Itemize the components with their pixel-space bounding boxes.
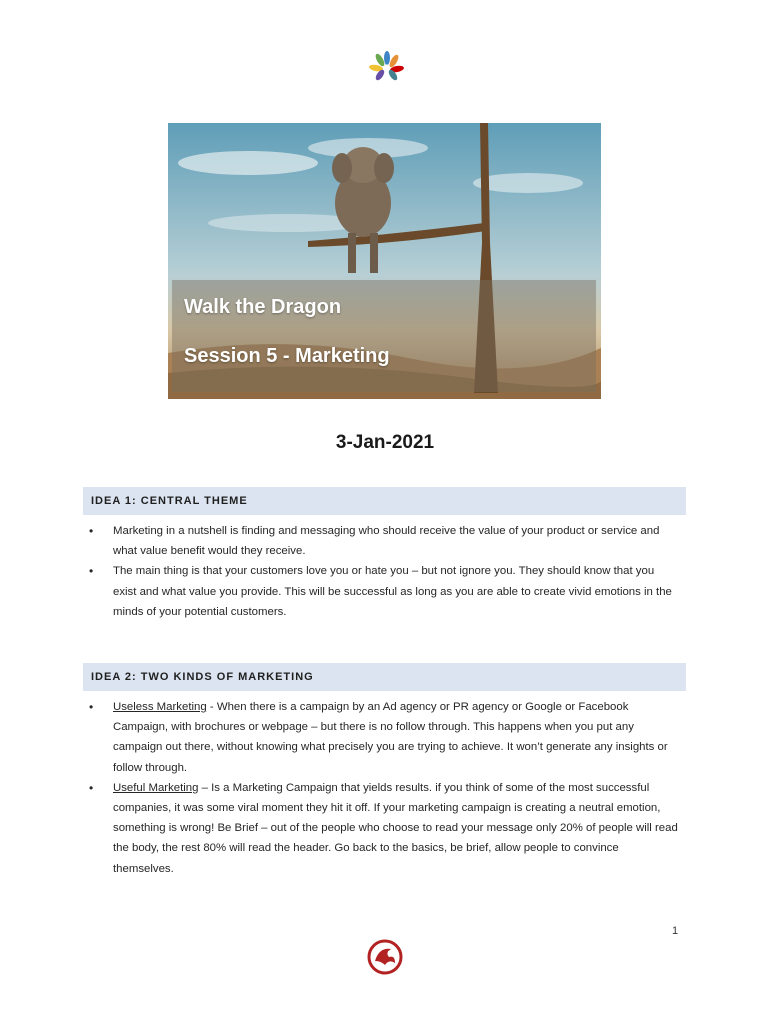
list-item: • The main thing is that your customers love you or hate you – but not ignore you. They should know that you exist and what value you provide. This will be successful as long as you are able to create vivid emotions in the minds of your potential customers.: [88, 561, 678, 622]
section-heading-idea-1: IDEA 1: CENTRAL THEME: [83, 487, 686, 515]
document-title: Walk the Dragon: [184, 296, 342, 318]
flower-logo-icon: [366, 50, 406, 84]
document-date: 3-Jan-2021: [335, 432, 435, 453]
list-item: • Marketing in a nutshell is finding and messaging who should receive the value of your product or service and what value benefit would they receive.: [88, 521, 678, 561]
bullet-list-idea-2: [88, 697, 678, 879]
list-item: • Useless Marketing - When there is a campaign by an Ad agency or PR agency or Google or Facebook Campaign, with brochures or webpage – but there is no follow through. This happens when you put any campaign out there, without knowing what precisely you are trying to achieve. It won’t generate any insights or follow through.: [88, 697, 678, 778]
dragon-logo-icon: [365, 937, 405, 977]
list-item: • Useful Marketing – Is a Marketing Campaign that yields results. if you think of some of the most successful companies, it was some viral moment they hit it off. If your marketing campaign is creating a neutral emotion, something is wrong! Be Brief – out of the people who choose to read your message only 20% of people will read the body, the rest 80% will read the header. Go back to the basics, be brief, allow people to convince themselves.: [88, 778, 678, 879]
bullet-list-idea-1: [88, 521, 678, 622]
page-number: 1: [672, 925, 679, 937]
section-heading-idea-2: IDEA 2: TWO KINDS OF MARKETING: [83, 663, 686, 691]
hero-image: [168, 123, 601, 399]
term-useful-marketing: Useful Marketing: [113, 781, 199, 794]
term-useless-marketing: Useless Marketing: [113, 701, 207, 713]
document-subtitle: Session 5 - Marketing: [184, 345, 390, 367]
